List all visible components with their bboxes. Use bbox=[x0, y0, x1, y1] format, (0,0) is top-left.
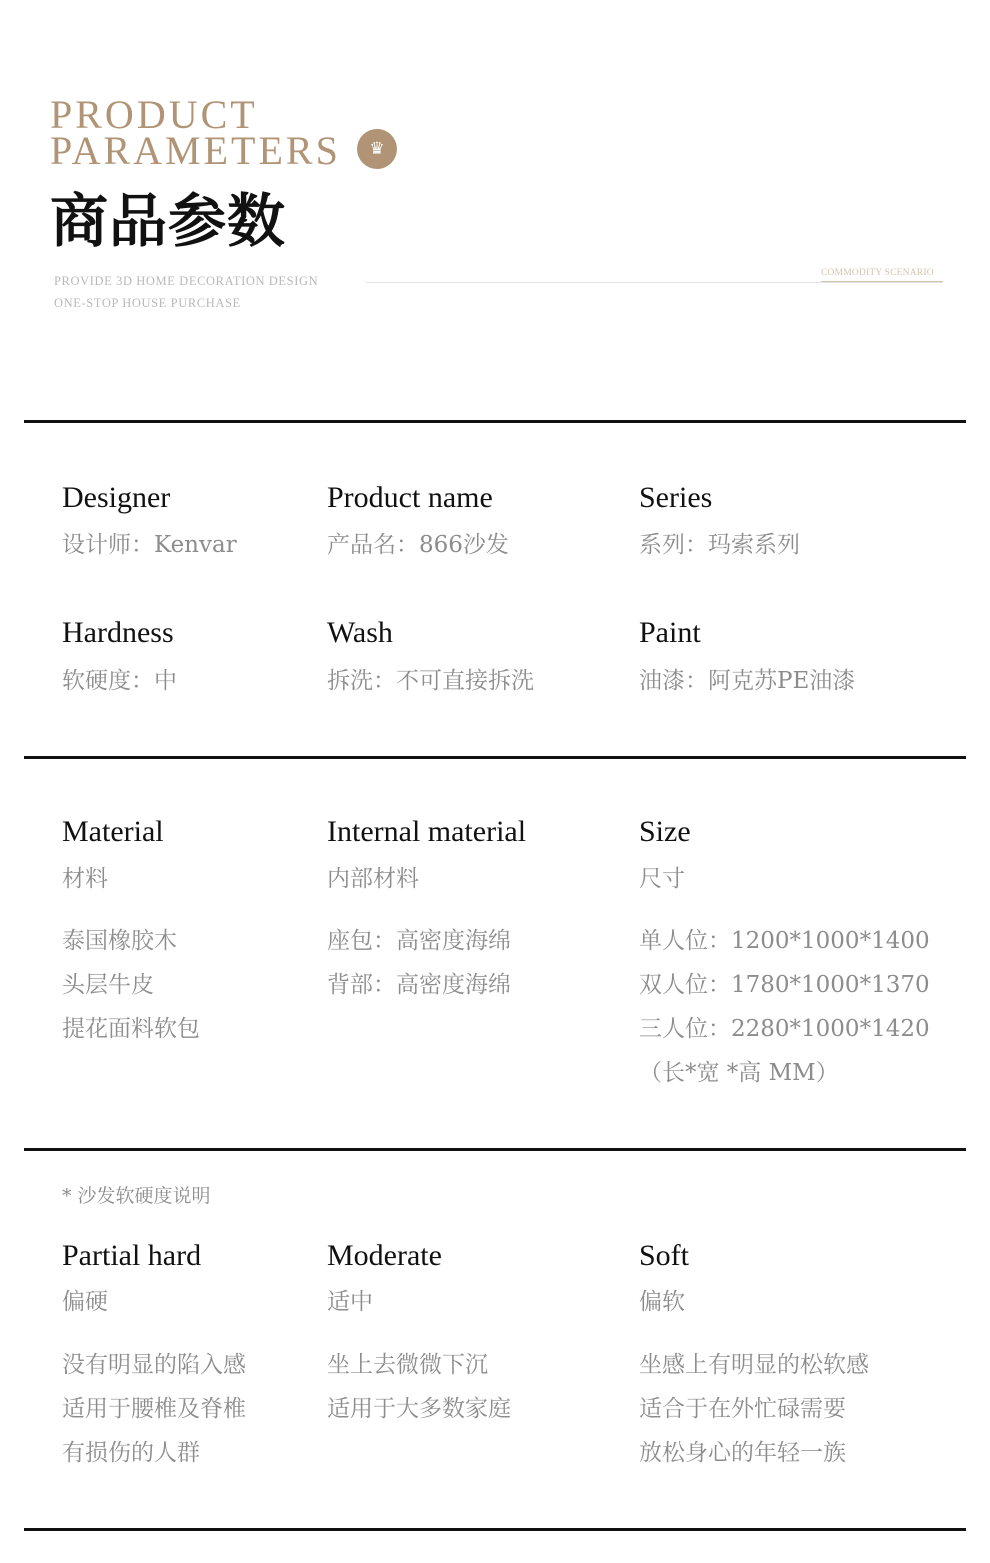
material-list bbox=[62, 919, 200, 1051]
moderate-cn: 适中 bbox=[327, 1289, 373, 1315]
partial-hard-line: 没有明显的陷入感 bbox=[62, 1352, 246, 1378]
size-list bbox=[639, 919, 930, 1095]
param-product-name-en: Product name bbox=[327, 481, 493, 514]
material-cn: 材料 bbox=[62, 866, 108, 892]
section-rule-1 bbox=[24, 420, 966, 423]
material-item: 提花面料软包 bbox=[62, 1016, 200, 1042]
material-en: Material bbox=[62, 815, 164, 848]
material-item: 泰国橡胶木 bbox=[62, 928, 177, 954]
partial-hard-en: Partial hard bbox=[62, 1239, 202, 1272]
crown-icon: ♛ bbox=[357, 129, 397, 169]
moderate-desc bbox=[327, 1343, 511, 1431]
param-designer-cn: 设计师：Kenvar bbox=[62, 532, 237, 558]
internal-material-column bbox=[327, 814, 526, 1007]
param-hardness-en: Hardness bbox=[62, 616, 174, 649]
hardness-partial-hard bbox=[62, 1238, 246, 1475]
size-item: 双人位：1780*1000*1370 bbox=[639, 972, 930, 998]
param-hardness bbox=[62, 615, 177, 696]
param-wash-en: Wash bbox=[327, 616, 393, 649]
partial-hard-line: 适用于腰椎及脊椎 bbox=[62, 1396, 246, 1422]
scenario-underline bbox=[821, 281, 943, 282]
param-product-name-cn: 产品名：866沙发 bbox=[327, 532, 509, 558]
param-designer bbox=[62, 480, 237, 560]
internal-material-cn: 内部材料 bbox=[327, 866, 419, 892]
moderate-line: 坐上去微微下沉 bbox=[327, 1352, 488, 1378]
soft-line: 放松身心的年轻一族 bbox=[639, 1440, 846, 1466]
param-paint-en: Paint bbox=[639, 616, 701, 649]
section-rule-3 bbox=[24, 1148, 966, 1151]
section-rule-4 bbox=[24, 1528, 966, 1531]
tagline-2: ONE-STOP HOUSE PURCHASE bbox=[54, 296, 241, 310]
internal-material-list bbox=[327, 919, 526, 1007]
soft-desc bbox=[639, 1343, 869, 1475]
param-paint bbox=[639, 615, 855, 696]
partial-hard-line: 有损伤的人群 bbox=[62, 1440, 200, 1466]
title-en bbox=[50, 92, 341, 173]
size-item: 单人位：1200*1000*1400 bbox=[639, 928, 930, 954]
soft-line: 适合于在外忙碌需要 bbox=[639, 1396, 846, 1422]
size-item: （长*宽 *高 MM） bbox=[639, 1060, 839, 1086]
param-series bbox=[639, 480, 800, 560]
soft-en: Soft bbox=[639, 1239, 690, 1272]
soft-line: 坐感上有明显的松软感 bbox=[639, 1352, 869, 1378]
hardness-note: * 沙发软硬度说明 bbox=[62, 1185, 211, 1207]
moderate-en: Moderate bbox=[327, 1239, 442, 1272]
internal-material-item: 座包：高密度海绵 bbox=[327, 928, 511, 954]
param-paint-cn: 油漆：阿克苏PE油漆 bbox=[639, 668, 856, 694]
internal-material-item: 背部：高密度海绵 bbox=[327, 972, 511, 998]
param-hardness-cn: 软硬度：中 bbox=[62, 668, 177, 694]
title-en-line-1: PRODUCT bbox=[50, 92, 258, 137]
section-rule-2 bbox=[24, 756, 966, 759]
material-item: 头层牛皮 bbox=[62, 972, 154, 998]
param-series-en: Series bbox=[639, 481, 713, 514]
size-item: 三人位：2280*1000*1420 bbox=[639, 1016, 930, 1042]
internal-material-en: Internal material bbox=[327, 815, 527, 848]
scenario-label: COMMODITY SCENARIO bbox=[821, 268, 934, 278]
size-column bbox=[639, 814, 930, 1095]
tagline-1: PROVIDE 3D HOME DECORATION DESIGN bbox=[54, 274, 319, 288]
param-series-cn: 系列：玛索系列 bbox=[639, 532, 800, 558]
hardness-soft bbox=[639, 1238, 869, 1475]
size-en: Size bbox=[639, 815, 691, 848]
title-en-line-2: PARAMETERS bbox=[50, 128, 341, 173]
size-cn: 尺寸 bbox=[639, 866, 685, 892]
title-cn: 商品参数 bbox=[50, 187, 287, 255]
partial-hard-desc bbox=[62, 1343, 246, 1475]
param-wash bbox=[327, 615, 534, 696]
param-wash-cn: 拆洗：不可直接拆洗 bbox=[327, 668, 534, 694]
material-column bbox=[62, 814, 200, 1051]
moderate-line: 适用于大多数家庭 bbox=[327, 1396, 511, 1422]
partial-hard-cn: 偏硬 bbox=[62, 1289, 108, 1315]
param-product-name bbox=[327, 480, 509, 560]
soft-cn: 偏软 bbox=[639, 1289, 685, 1315]
hardness-moderate bbox=[327, 1238, 511, 1431]
param-designer-en: Designer bbox=[62, 481, 171, 514]
header-divider bbox=[366, 282, 943, 283]
